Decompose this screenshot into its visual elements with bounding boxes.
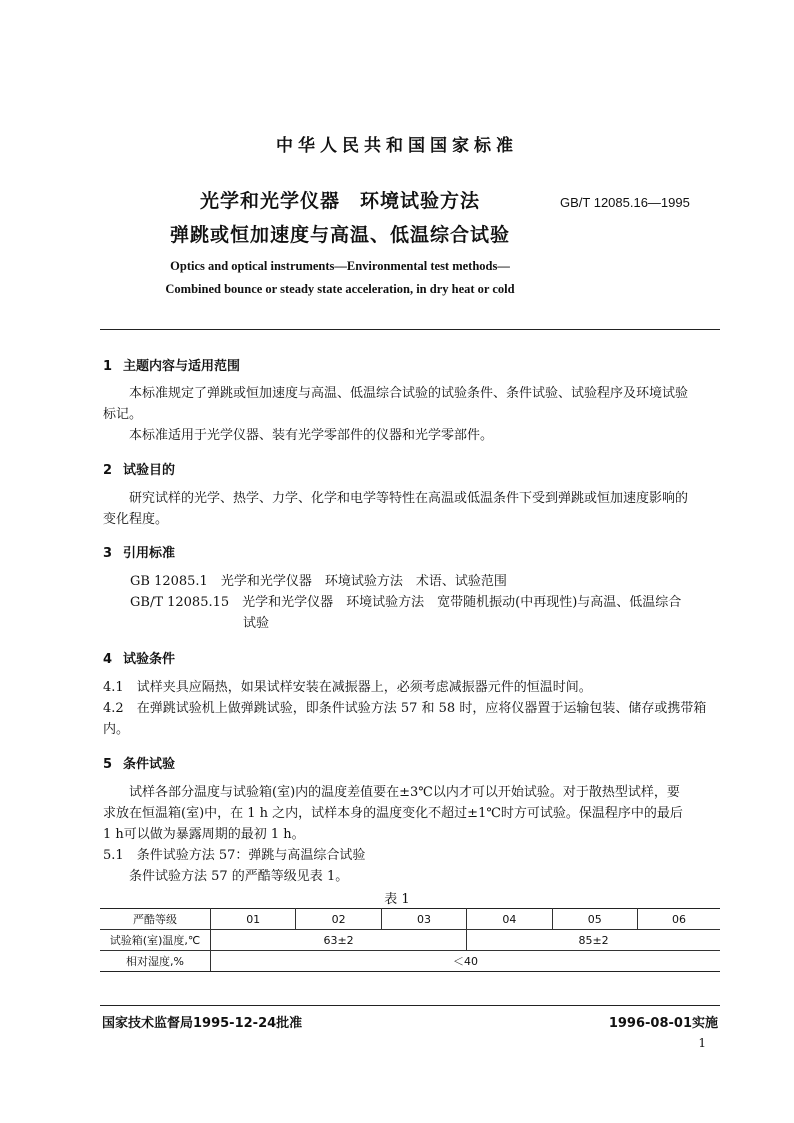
section-3-heading (103, 542, 175, 561)
title-line-2: 弹跳或恒加速度与高温、低温综合试验 (169, 224, 510, 246)
section-2-title: 试验目的 (123, 463, 176, 478)
clause-4-1 (103, 677, 718, 698)
clause-4-1-text: 试样夹具应隔热，如果试样安装在减振器上，必须考虑减振器元件的恒温时间。 (136, 680, 592, 695)
grade-cell: 06 (637, 909, 720, 930)
section-5-title: 条件试验 (123, 757, 176, 772)
table-head-label: 严酷等级 (100, 909, 211, 930)
section-1-para-1b: 标记。 (103, 407, 143, 422)
grade-cell: 03 (381, 909, 466, 930)
section-5-number: 5 (103, 757, 113, 772)
top-divider (100, 329, 720, 330)
clause-4-1-number: 4.1 (103, 680, 124, 695)
section-1-title: 主题内容与适用范围 (123, 359, 241, 374)
section-4-number: 4 (103, 652, 113, 667)
reference-2a: GB/T 12085.15 光学和光学仪器 环境试验方法 宽带随机振动(中再现性)与高温、低温综合 (130, 595, 682, 610)
reference-2b: 试验 (243, 616, 270, 631)
clause-4-2-cont: 内。 (103, 722, 130, 737)
clause-4-2-number: 4.2 (103, 701, 124, 716)
english-title-line-2: Combined bounce or steady state acceleration, in dry heat or cold (165, 282, 515, 296)
approval-date: 国家技术监督局1995-12-24批准 (102, 1016, 303, 1031)
reference-1: GB 12085.1 光学和光学仪器 环境试验方法 术语、试验范围 (130, 574, 507, 589)
english-title-line-1: Optics and optical instruments—Environmental test methods— (170, 259, 510, 273)
clause-5-1-para: 条件试验方法 57 的严酷等级见表 1。 (129, 869, 349, 884)
table-row (100, 951, 720, 972)
clause-4-2 (103, 698, 718, 719)
clause-5-1-text: 条件试验方法 57：弹跳与高温综合试验 (136, 848, 366, 863)
section-5-para-1c: 1 h可以做为暴露周期的最初 1 h。 (103, 827, 305, 842)
humidity-value: ＜40 (211, 951, 721, 972)
temp-label: 试验箱(室)温度,℃ (100, 930, 211, 951)
grade-cell: 01 (211, 909, 296, 930)
table-caption: 表 1 (384, 892, 410, 907)
section-4-title: 试验条件 (123, 652, 176, 667)
temp-value-a: 63±2 (211, 930, 467, 951)
severity-table (100, 908, 720, 972)
section-5-para-1b: 求放在恒温箱(室)中，在 1 h 之内，试样本身的温度变化不超过±1℃时方可试验。保温程序中的最后 (103, 806, 683, 821)
section-4-heading (103, 648, 175, 667)
section-3-title: 引用标准 (123, 546, 176, 561)
section-2-para-1b: 变化程度。 (103, 512, 169, 527)
page-number: 1 (698, 1036, 706, 1050)
section-2-para-1a: 研究试样的光学、热学、力学、化学和电学等特性在高温或低温条件下受到弹跳或恒加速度影响的 (129, 491, 689, 506)
standard-code: GB/T 12085.16—1995 (560, 195, 690, 210)
section-1-para-2: 本标准适用于光学仪器、装有光学零部件的仪器和光学零部件。 (129, 428, 494, 443)
standard-header: 中华人民共和国国家标准 (276, 136, 518, 156)
section-1-number: 1 (103, 359, 113, 374)
section-3-number: 3 (103, 546, 113, 561)
clause-4-2-text: 在弹跳试验机上做弹跳试验，即条件试验方法 57 和 58 时，应将仪器置于运输包装、储存或携带箱 (136, 701, 707, 716)
section-2-number: 2 (103, 463, 113, 478)
effective-date: 1996-08-01实施 (608, 1016, 718, 1031)
table-row (100, 909, 720, 930)
grade-cell: 05 (552, 909, 637, 930)
table-row (100, 930, 720, 951)
section-2-heading (103, 459, 175, 478)
grade-cell: 04 (467, 909, 552, 930)
clause-5-1 (103, 845, 718, 866)
grade-cell: 02 (296, 909, 381, 930)
temp-value-b: 85±2 (467, 930, 720, 951)
section-1-para-1a: 本标准规定了弹跳或恒加速度与高温、低温综合试验的试验条件、条件试验、试验程序及环境试验 (129, 386, 689, 401)
section-1-heading (103, 355, 240, 374)
humidity-label: 相对湿度,% (100, 951, 211, 972)
title-line-1: 光学和光学仪器 环境试验方法 (199, 190, 480, 212)
section-5-para-1a: 试样各部分温度与试验箱(室)内的温度差值要在±3℃以内才可以开始试验。对于散热型试样，要 (129, 785, 680, 800)
clause-5-1-number: 5.1 (103, 848, 124, 863)
section-5-heading (103, 753, 175, 772)
bottom-divider (100, 1005, 720, 1006)
